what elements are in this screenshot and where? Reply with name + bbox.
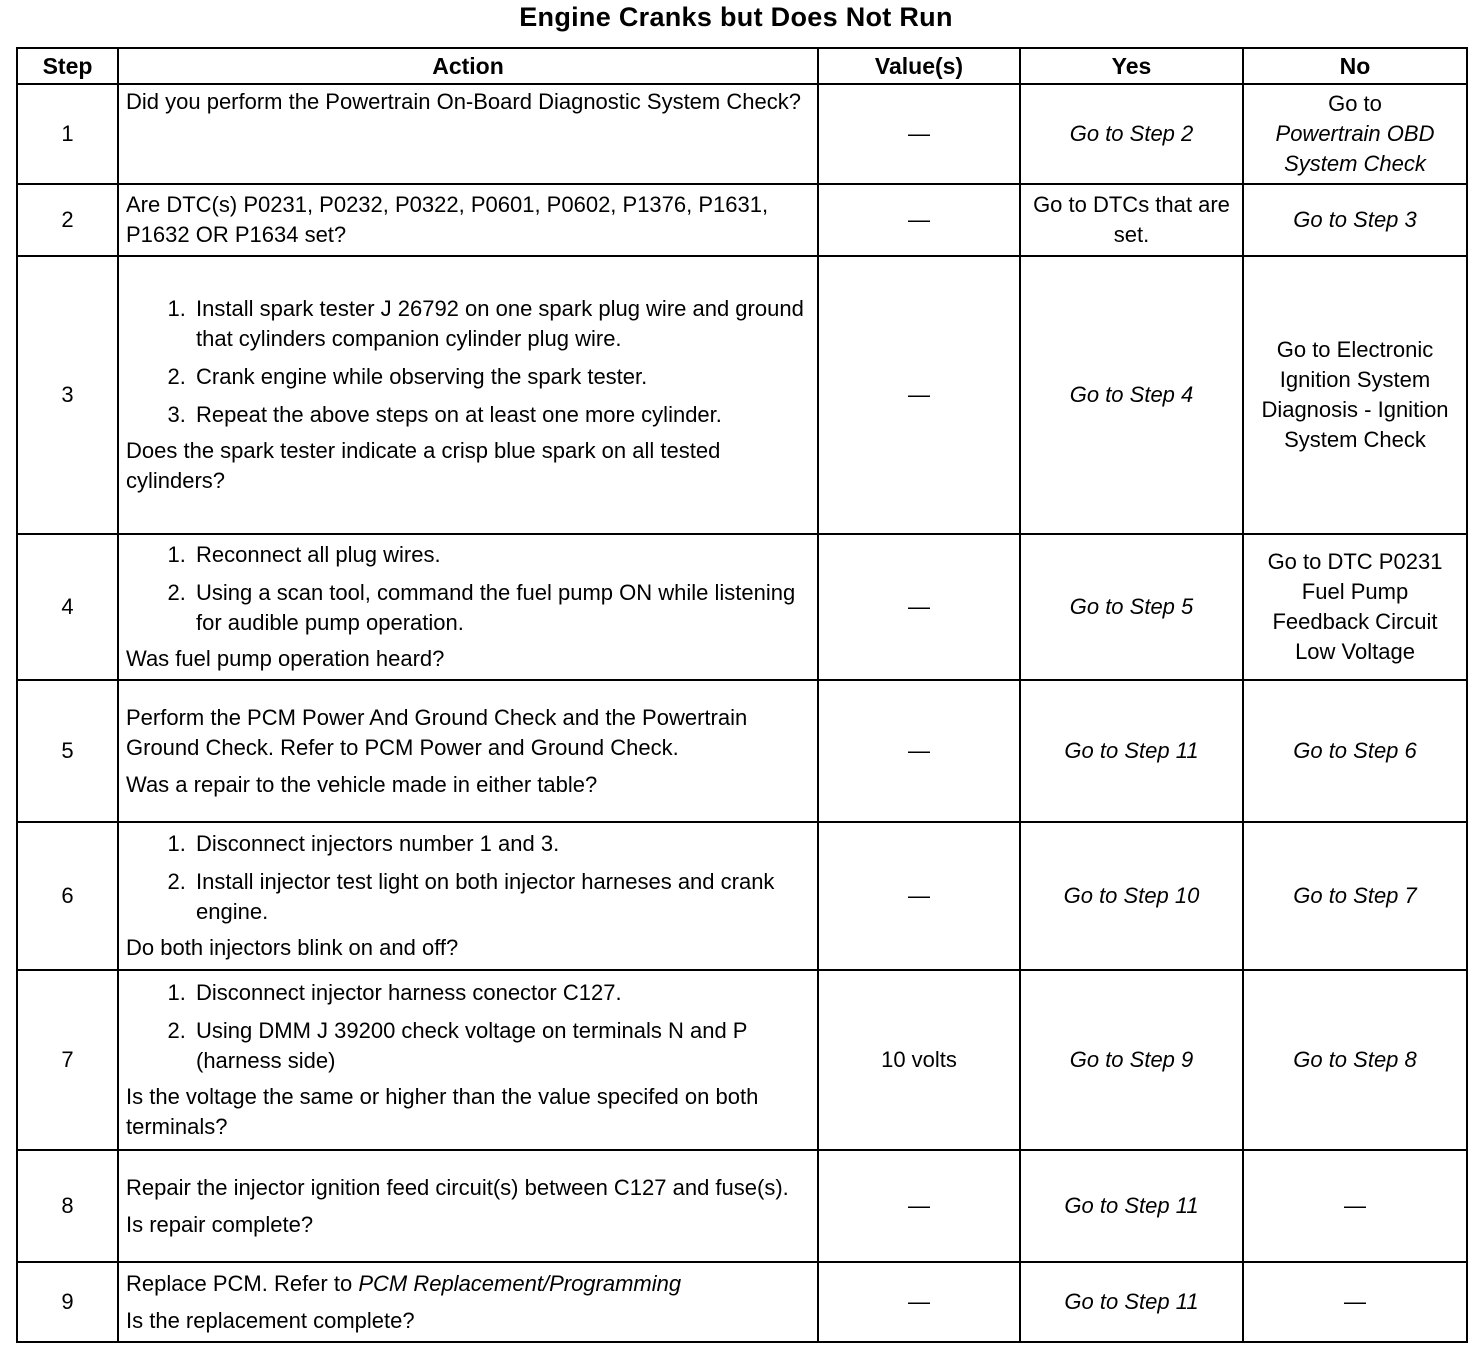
action-question: Is repair complete? [126,1211,314,1237]
action-cell [118,534,818,680]
value-cell: — [818,84,1020,184]
action-text: Perform the PCM Power And Ground Check and the Powertrain Ground Check. Refer to PCM Power and Ground Check. [126,704,748,760]
no-cell: — [1243,1150,1467,1262]
action-steps-list [126,829,810,927]
action-step: 2. Install injector test light on both injector harneses and crank engine. [192,867,810,927]
step-number: 2 [17,184,118,256]
action-question: Is the voltage the same or higher than the value specifed on both terminals? [126,1084,759,1139]
table-row [17,534,1467,680]
yes-cell: Go to Step 2 [1020,84,1243,184]
action-question: Was a repair to the vehicle made in either table? [126,771,598,797]
step-number: 4 [17,534,118,680]
step-number: 6 [17,822,118,970]
no-link-text: Powertrain OBD System Check [1275,121,1435,176]
value-cell: — [818,1150,1020,1262]
action-step: 1. Reconnect all plug wires. [192,540,810,570]
yes-cell: Go to Step 4 [1020,256,1243,534]
action-prefix: Replace PCM. Refer to [126,1270,353,1296]
action-step: 2. Crank engine while observing the spark tester. [192,362,810,392]
no-prefix: Go to [1328,91,1382,116]
step-number: 3 [17,256,118,534]
action-question: Does the spark tester indicate a crisp blue spark on all tested cylinders? [126,438,721,493]
action-cell [118,256,818,534]
action-step: 1. Disconnect injector harness conector C127. [192,978,810,1008]
action-cell [118,680,818,822]
value-cell: — [818,680,1020,822]
value-cell: 10 volts [818,970,1020,1150]
value-cell: — [818,1262,1020,1342]
step-number: 8 [17,1150,118,1262]
yes-cell: Go to Step 5 [1020,534,1243,680]
step-number: 7 [17,970,118,1150]
header-yes: Yes [1020,48,1243,84]
action-step: 1. Disconnect injectors number 1 and 3. [192,829,810,859]
step-number: 9 [17,1262,118,1342]
step-number: 5 [17,680,118,822]
yes-cell: Go to Step 9 [1020,970,1243,1150]
no-cell: Go to DTC P0231 Fuel Pump Feedback Circuit Low Voltage [1243,534,1467,680]
no-cell: Go to Step 3 [1243,184,1467,256]
page-title: Engine Cranks but Does Not Run [519,2,953,32]
value-cell: — [818,822,1020,970]
no-cell: Go to Step 6 [1243,680,1467,822]
action-cell [118,84,818,184]
action-text: Repair the injector ignition feed circuit(s) between C127 and fuse(s). [126,1174,789,1200]
no-cell: Go to Electronic Ignition System Diagnosis - Ignition System Check [1243,256,1467,534]
action-cell [118,970,818,1150]
action-step: 2. Using a scan tool, command the fuel pump ON while listening for audible pump operation. [192,578,810,638]
yes-cell: Go to DTCs that are set. [1020,184,1243,256]
action-steps-list [126,294,810,430]
action-step: 2. Using DMM J 39200 check voltage on terminals N and P (harness side) [192,1016,810,1076]
value-cell: — [818,534,1020,680]
action-steps-list [126,978,810,1076]
step-number: 1 [17,84,118,184]
table-row [17,970,1467,1150]
action-reference: PCM Replacement/Programming [358,1270,682,1296]
action-cell [118,184,818,256]
table-row [17,1262,1467,1342]
no-cell: Go to Step 8 [1243,970,1467,1150]
action-cell [118,822,818,970]
header-step: Step [17,48,118,84]
no-cell: Go to Step 7 [1243,822,1467,970]
yes-cell: Go to Step 10 [1020,822,1243,970]
action-text [126,1269,810,1299]
table-row [17,84,1467,184]
action-cell [118,1150,818,1262]
no-cell: — [1243,1262,1467,1342]
header-action: Action [118,48,818,84]
value-cell: — [818,256,1020,534]
action-step: 3. Repeat the above steps on at least one more cylinder. [192,400,810,430]
header-no: No [1243,48,1467,84]
yes-cell: Go to Step 11 [1020,1150,1243,1262]
table-row [17,184,1467,256]
header-values: Value(s) [818,48,1020,84]
table-row [17,256,1467,534]
no-cell [1243,84,1467,184]
value-cell: — [818,184,1020,256]
table-header-row [17,48,1467,84]
yes-cell: Go to Step 11 [1020,1262,1243,1342]
action-question: Do both injectors blink on and off? [126,935,459,960]
action-text: Are DTC(s) P0231, P0232, P0322, P0601, P0602, P1376, P1631, P1632 OR P1634 set? [126,192,769,247]
action-text: Did you perform the Powertrain On-Board Diagnostic System Check? [126,89,801,114]
action-question: Was fuel pump operation heard? [126,646,445,671]
table-row [17,1150,1467,1262]
action-question: Is the replacement complete? [126,1307,415,1333]
diagnostic-table [16,47,1468,1343]
table-row [17,822,1467,970]
yes-cell: Go to Step 11 [1020,680,1243,822]
action-steps-list [126,540,810,638]
action-cell [118,1262,818,1342]
action-step: 1. Install spark tester J 26792 on one spark plug wire and ground that cylinders companion cylinder plug wire. [192,294,810,354]
table-row [17,680,1467,822]
